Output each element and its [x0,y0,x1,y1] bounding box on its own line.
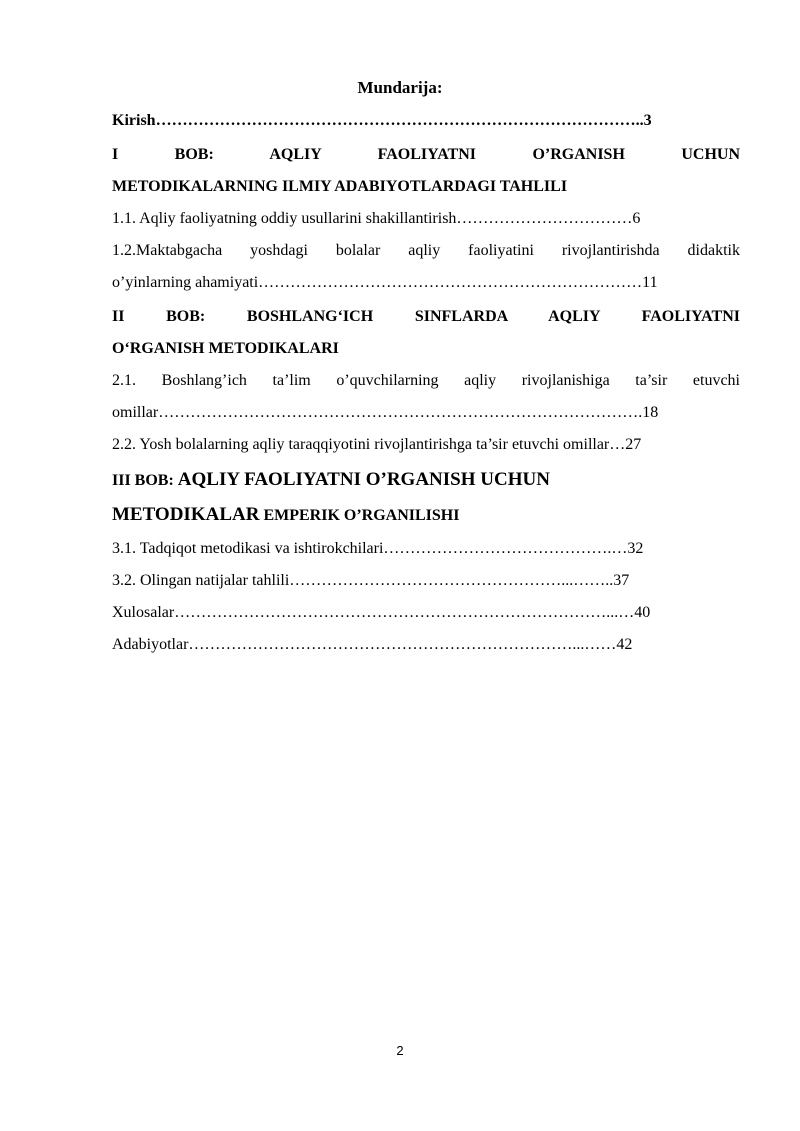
chapter3-title-part1: AQLIY FAOLIYATNI O’RGANISH UCHUN [177,469,550,490]
chapter1-heading-line1: I BOB: AQLIY FAOLIYATNI O’RGANISH UCHUN [112,146,740,163]
chapter3-prefix: III BOB: [112,472,178,489]
toc-entry-xulosalar: Xulosalar………………………………………………………………………...…40 [112,604,651,621]
toc-entry-3-1: 3.1. Tadqiqot metodikasi va ishtirokchilari…………………………………….…32 [112,540,644,557]
chapter3-heading-line2 [112,502,740,528]
toc-entry-2-1-line1: 2.1. Boshlang’ich ta’lim o’quvchilarning aqliy rivojlanishiga ta’sir etuvchi [112,372,740,389]
toc-entry-kirish: Kirish………………………………………………………………………………..3 [112,112,652,129]
toc-entry-1-1: 1.1. Aqliy faoliyatning oddiy usullarini shakillantirish……………………………6 [112,210,641,227]
toc-entry-1-2-line2: o’yinlarning ahamiyati………………………………………………………………11 [112,274,658,291]
toc-title: Mundarija: [357,78,443,97]
chapter2-heading-line2: O‘RGANISH METODIKALARI [112,340,339,357]
chapter3-heading-line1 [112,467,740,493]
chapter3-title-part2: METODIKALAR [112,504,260,525]
page-number: 2 [396,1043,404,1058]
toc-entry-2-1-line2: omillar……………………………………………………………………………….18 [112,404,659,421]
chapter3-title-part3: EMPERIK O’RGANILISHI [259,507,460,524]
toc-entry-2-2: 2.2. Yosh bolalarning aqliy taraqqiyotini rivojlantirishga ta’sir etuvchi omillar…27 [112,436,642,453]
chapter1-heading-line2: METODIKALARNING ILMIY ADABIYOTLARDAGI TAHLILI [112,178,568,195]
toc-entry-3-2: 3.2. Olingan natijalar tahlili……………………………………………...……..37 [112,572,630,589]
chapter2-heading-line1: II BOB: BOSHLANG‘ICH SINFLARDA AQLIY FAOLIYATNI [112,308,740,325]
toc-entry-1-2-line1: 1.2.Maktabgacha yoshdagi bolalar aqliy faoliyatini rivojlantirishda didaktik [112,242,740,259]
toc-entry-adabiyotlar: Adabiyotlar………………………………………………………………...……42 [112,636,633,653]
